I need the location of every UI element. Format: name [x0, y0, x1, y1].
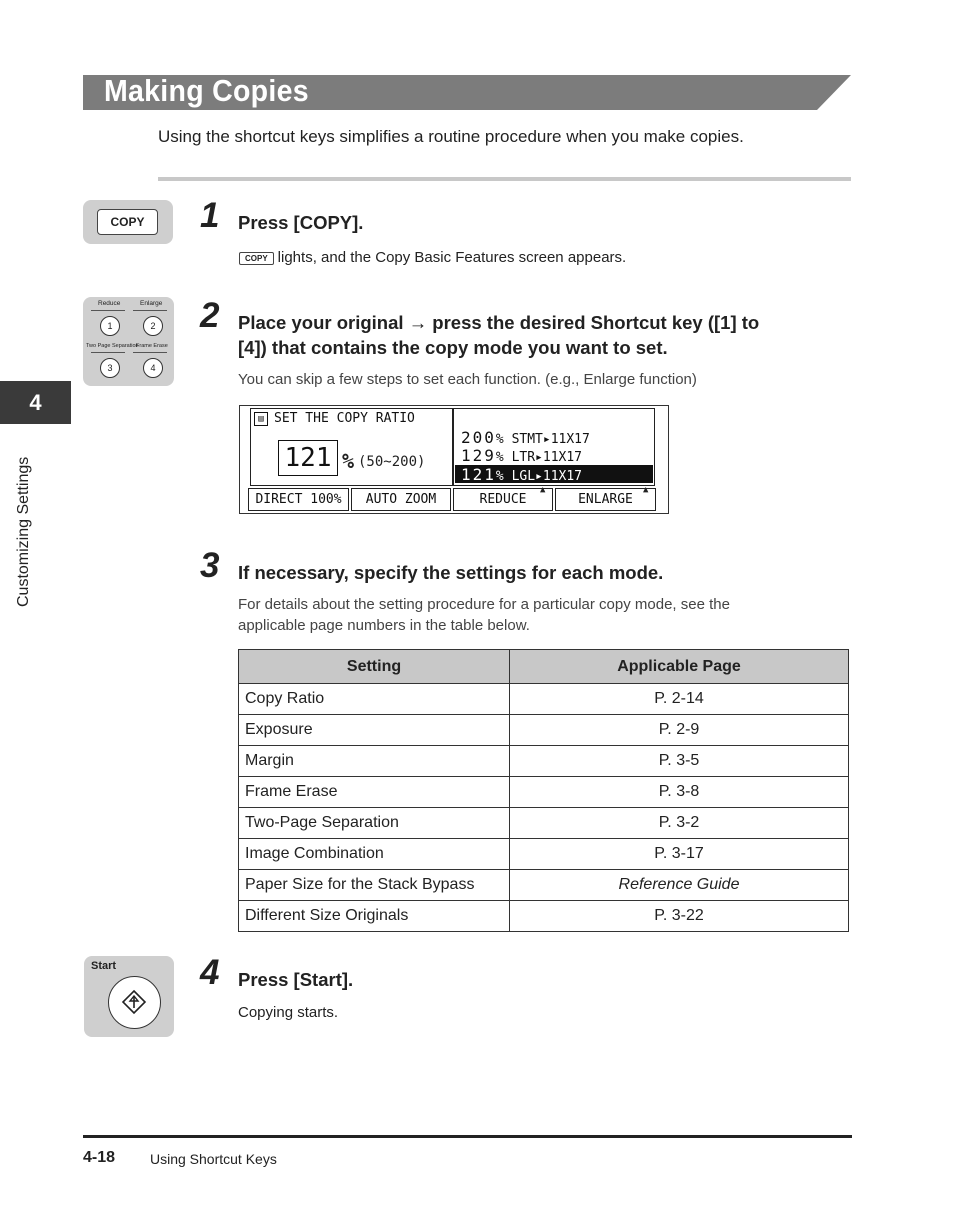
step-desc-line1: For details about the setting procedure for a particular copy mode, see the — [238, 596, 730, 613]
lcd-screen — [239, 405, 669, 514]
page-cell: P. 3-22 — [510, 901, 849, 932]
lcd-range: (50~200) — [358, 454, 426, 470]
footer-rule — [83, 1135, 852, 1138]
up-arrow-icon: ▲ — [540, 485, 546, 495]
setting-cell: Image Combination — [239, 839, 510, 870]
step-number: 1 — [200, 196, 220, 235]
table-row — [239, 839, 849, 870]
page-cell: P. 3-8 — [510, 777, 849, 808]
settings-table — [238, 649, 849, 932]
table-row — [239, 746, 849, 777]
chapter-tab: 4 — [0, 381, 71, 424]
table-header: Setting — [239, 650, 510, 684]
shortcut-key-3: 3 — [100, 358, 120, 378]
step-title-line2: [4]) that contains the copy mode you want to set. — [238, 337, 668, 358]
direct-100-button[interactable]: DIRECT 100% — [248, 488, 349, 511]
setting-cell: Margin — [239, 746, 510, 777]
lcd-preset-row-selected[interactable]: 121% LGL▸11X17 — [455, 465, 653, 483]
step-title-line1: Place your original → press the desired Shortcut key ([1] to — [238, 312, 760, 333]
step-number: 3 — [200, 546, 220, 585]
reduce-label: Reduce — [98, 300, 121, 307]
section-label: Customizing Settings — [15, 456, 32, 607]
lcd-ratio-value: 121 — [278, 440, 338, 476]
shortcut-key-1: 1 — [100, 316, 120, 336]
divider — [158, 177, 851, 181]
setting-cell: Copy Ratio — [239, 684, 510, 715]
shortcut-keys-illustration — [83, 297, 174, 386]
start-label: Start — [91, 960, 117, 972]
page-cell: P. 2-14 — [510, 684, 849, 715]
lcd-title: SET THE COPY RATIO — [274, 411, 415, 426]
intro-text: Using the shortcut keys simplifies a routine procedure when you make copies. — [158, 127, 744, 146]
shortcut-key-2: 2 — [143, 316, 163, 336]
step-desc: You can skip a few steps to set each function. (e.g., Enlarge function) — [238, 371, 697, 388]
step-title: If necessary, specify the settings for each mode. — [238, 562, 664, 583]
page-cell: Reference Guide — [510, 870, 849, 901]
enlarge-button[interactable]: ENLARGE — [555, 488, 656, 511]
start-diamond-icon — [109, 977, 159, 1027]
step-title: Press [Start]. — [238, 969, 354, 990]
setting-cell: Paper Size for the Stack Bypass — [239, 870, 510, 901]
shortcut-key-4: 4 — [143, 358, 163, 378]
lcd-preset-row[interactable]: 129% LTR▸11X17 — [461, 446, 583, 465]
page-cell: P. 3-5 — [510, 746, 849, 777]
step-desc-line2: applicable page numbers in the table below. — [238, 617, 530, 634]
page-cell: P. 3-2 — [510, 808, 849, 839]
table-row — [239, 684, 849, 715]
two-page-label: Two Page Separation — [86, 343, 139, 349]
table-header: Applicable Page — [510, 650, 849, 684]
start-key — [108, 976, 161, 1029]
page-title: Making Copies — [104, 73, 309, 108]
table-row — [239, 901, 849, 932]
document-icon: ▤ — [254, 412, 268, 426]
setting-cell: Frame Erase — [239, 777, 510, 808]
copy-key: COPY — [97, 209, 158, 235]
frame-erase-label: Frame Erase — [136, 343, 168, 349]
step-desc: COPY lights, and the Copy Basic Features screen appears. — [239, 249, 626, 266]
page-number: 4-18 — [83, 1149, 116, 1166]
copy-key-inline: COPY — [239, 252, 274, 265]
page-cell: P. 3-17 — [510, 839, 849, 870]
table-row — [239, 777, 849, 808]
lcd-percent-sign: % — [342, 449, 355, 473]
setting-cell: Different Size Originals — [239, 901, 510, 932]
footer-title: Using Shortcut Keys — [150, 1151, 277, 1167]
up-arrow-icon: ▲ — [643, 485, 649, 495]
table-row — [239, 808, 849, 839]
enlarge-label: Enlarge — [140, 300, 163, 307]
step-desc: Copying starts. — [238, 1004, 339, 1021]
step-number: 2 — [200, 296, 220, 335]
setting-cell: Exposure — [239, 715, 510, 746]
table-row — [239, 870, 849, 901]
reduce-button[interactable]: REDUCE — [453, 488, 553, 511]
lcd-preset-row[interactable]: 200% STMT▸11X17 — [461, 428, 590, 447]
step-number: 4 — [200, 953, 220, 992]
step-title: Press [COPY]. — [238, 212, 364, 233]
setting-cell: Two-Page Separation — [239, 808, 510, 839]
auto-zoom-button[interactable]: AUTO ZOOM — [351, 488, 451, 511]
page-cell: P. 2-9 — [510, 715, 849, 746]
table-row — [239, 715, 849, 746]
